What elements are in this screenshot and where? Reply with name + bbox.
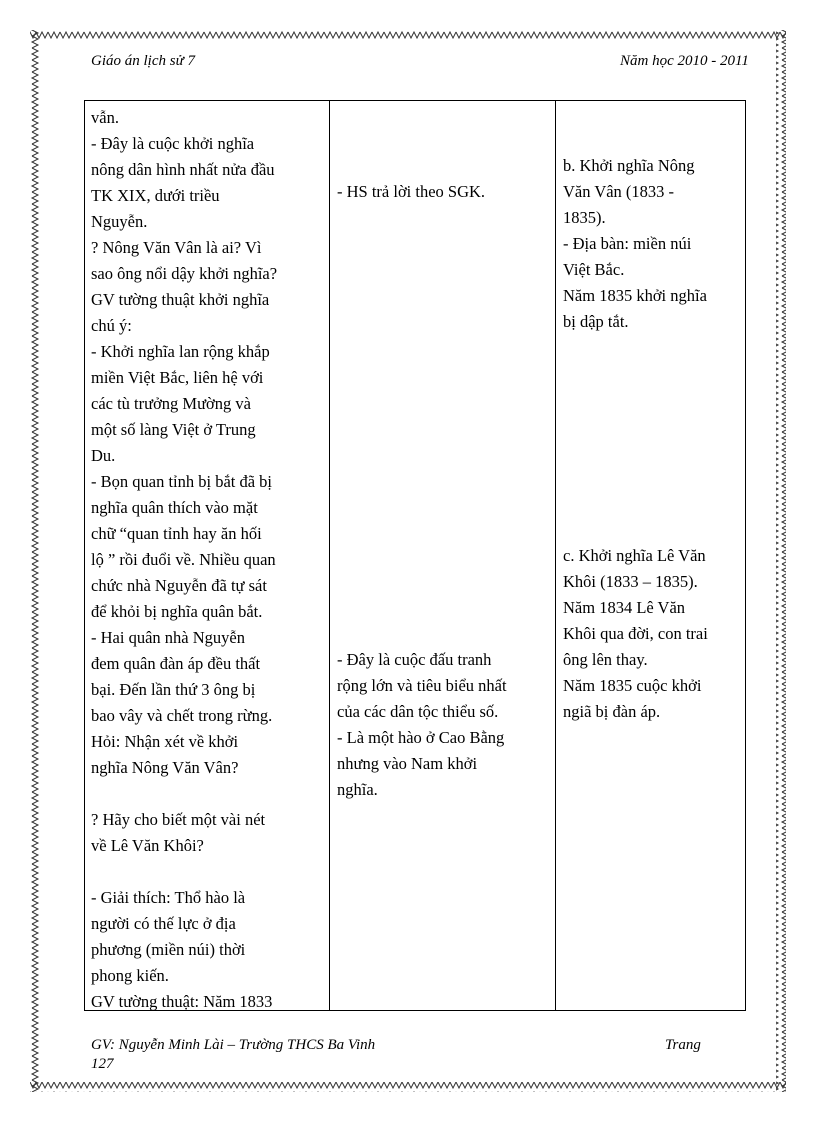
text-line: đem quân đàn áp đều thất [91, 654, 261, 673]
text-line: phong kiến. [91, 966, 169, 985]
text-line: chức nhà Nguyễn đã tự sát [91, 576, 267, 595]
spacer [337, 205, 555, 647]
text-line: Khôi qua đời, con trai [563, 624, 708, 643]
student-activity-column [330, 101, 556, 1010]
text-line: Năm 1835 khởi nghĩa [563, 286, 707, 305]
text-line: bại. Đến lần thứ 3 ông bị [91, 680, 256, 699]
text-line: b. Khởi nghĩa Nông [563, 156, 695, 175]
header-subject: Giáo án lịch sử 7 [91, 53, 196, 69]
text-line: Nguyễn. [91, 212, 148, 231]
spacer [337, 101, 555, 179]
text-line: Hỏi: Nhận xét về khởi [91, 732, 239, 751]
text-line: một số làng Việt ở Trung [91, 420, 256, 439]
text-line: Du. [91, 446, 116, 465]
text-line: - Giải thích: Thổ hào là [91, 888, 246, 907]
text-line: - Là một hào ở Cao Bằng [337, 728, 505, 747]
text-line: - Địa bàn: miền núi [563, 234, 692, 253]
text-line: chú ý: [91, 316, 132, 335]
text-line: - Khởi nghĩa lan rộng khắp [91, 342, 270, 361]
footer-page-label: Trang [665, 1037, 701, 1053]
text-line: của các dân tộc thiểu số. [337, 702, 499, 721]
text-line: nhưng vào Nam khởi [337, 754, 478, 773]
text-line: chữ “quan tỉnh hay ăn hối [91, 524, 262, 543]
lesson-table [84, 100, 746, 1011]
text-line: Năm 1834 Lê Văn [563, 598, 686, 617]
text-line: GV tường thuật: Năm 1833 [91, 992, 273, 1010]
text-line: rộng lớn và tiêu biểu nhất [337, 676, 507, 695]
text-line: - Đây là cuộc đấu tranh [337, 650, 492, 669]
text-line: ? Nông Văn Vân là ai? Vì [91, 238, 262, 257]
text-line: c. Khởi nghĩa Lê Văn [563, 546, 706, 565]
text-line: nghĩa quân thích vào mặt [91, 498, 258, 517]
text-line: - Bọn quan tỉnh bị bắt đã bị [91, 472, 273, 491]
text-line: Khôi (1833 – 1835). [563, 572, 698, 591]
text-line: GV tường thuật khởi nghĩa [91, 290, 270, 309]
text-line: sao ông nổi dậy khởi nghĩa? [91, 264, 278, 283]
content-column [556, 101, 745, 1010]
text-line: người có thế lực ở địa [91, 914, 236, 933]
text-line: nghĩa Nông Văn Vân? [91, 758, 239, 777]
text-line: Năm 1835 cuộc khởi [563, 676, 702, 695]
text-line: nông dân hình nhất nửa đầu [91, 160, 275, 179]
footer-author: GV: Nguyễn Minh Lài – Trường THCS Ba Vinh [91, 1037, 376, 1053]
text-line: để khỏi bị nghĩa quân bắt. [91, 602, 263, 621]
header-school-year: Năm học 2010 - 2011 [620, 53, 749, 69]
text-line: bao vây và chết trong rừng. [91, 706, 273, 725]
text-line: về Lê Văn Khôi? [91, 836, 204, 855]
text-line: Văn Vân (1833 - [563, 182, 675, 201]
text-line: ngiã bị đàn áp. [563, 702, 661, 721]
spacer [563, 101, 745, 153]
text-line: lộ ” rồi đuổi về. Nhiều quan [91, 550, 276, 569]
text-line: ông lên thay. [563, 650, 648, 669]
text-line: - HS trả lời theo SGK. [337, 182, 486, 201]
text-line [91, 859, 329, 885]
text-line: miền Việt Bắc, liên hệ với [91, 368, 264, 387]
text-line: nghĩa. [337, 780, 378, 799]
text-line: vẫn. [91, 108, 119, 127]
spacer [563, 335, 745, 543]
text-line: bị dập tắt. [563, 312, 629, 331]
text-line: phương (miền núi) thời [91, 940, 246, 959]
text-line: 1835). [563, 208, 606, 227]
text-line: - Đây là cuộc khởi nghĩa [91, 134, 255, 153]
text-line: TK XIX, dưới triều [91, 186, 220, 205]
text-line: - Hai quân nhà Nguyễn [91, 628, 245, 647]
text-line: ? Hãy cho biết một vài nét [91, 810, 266, 829]
teacher-activity-column [85, 101, 330, 1010]
text-line: các tù trưởng Mường và [91, 394, 251, 413]
text-line: Việt Bắc. [563, 260, 625, 279]
text-line [91, 781, 329, 807]
footer-page-number: 127 [91, 1056, 114, 1072]
